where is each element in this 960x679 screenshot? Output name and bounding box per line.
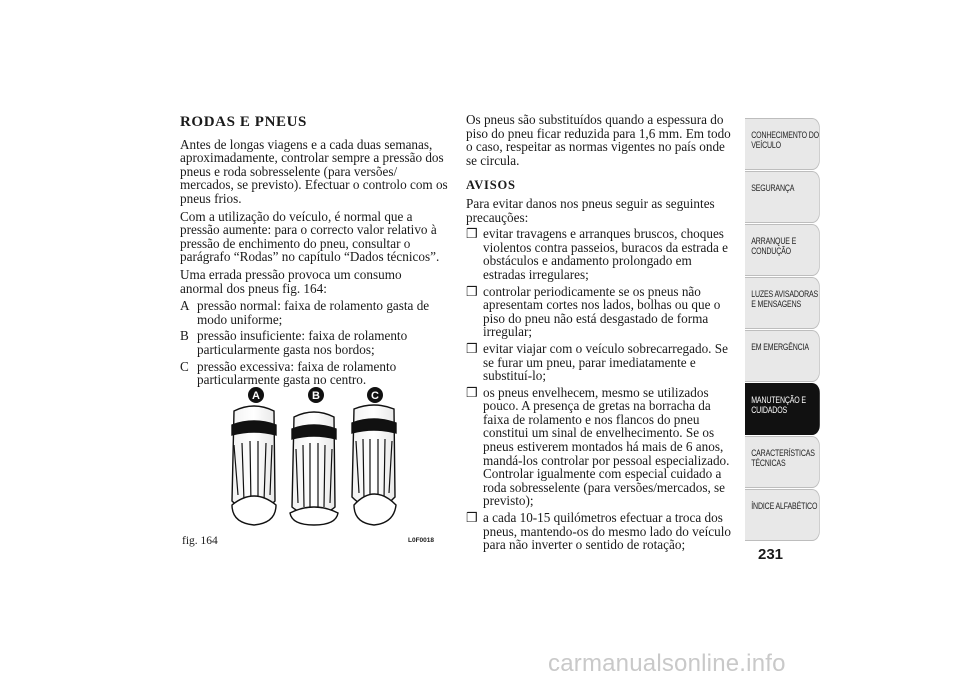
tab-seguranca[interactable]: SEGURANÇA [745,171,820,223]
tire-illustration [182,383,446,543]
figure-label-c: C [371,390,379,402]
tab-caracteristicas[interactable]: CARACTERÍSTICAS TÉCNICAS [745,436,820,488]
tab-conhecimento[interactable]: CONHECIMENTO DO VEÍCULO [745,118,820,170]
figure-code: L0F0018 [408,537,435,544]
checkbox-bullet-icon: ❒ [466,226,478,242]
list-item [466,386,732,508]
list-text: controlar periodicamente se os pneus não apresentam cortes nos lados, bolhas ou que o piso do pneu não está desgastado de forma irregular; [483,283,721,340]
list-item [466,227,732,281]
tab-luzes[interactable]: LUZES AVISADORAS E MENSAGENS [745,277,820,329]
list-text: os pneus envelhecem, mesmo se utilizados pouco. A presença de gretas na borracha da faixa de rolamento e nos flancos do pneu constitui um sinal de envelhecimento. Se os pneus estiverem montados há mais de 6 anos, mandá-los controlar por pessoal especializado. Controlar igualmente com especial cuidado a roda sobresselente (para versões/mercados, se previsto); [483,384,730,509]
figure-caption: fig. 164 [182,535,218,547]
list-text: pressão excessiva: faixa de rolamento particularmente gasta no centro. [197,358,397,388]
list-text: evitar viajar com o veículo sobrecarregado. Se se furar um pneu, parar imediatamente e substituí-lo; [483,340,728,384]
list-item [466,511,732,552]
tab-emergencia[interactable]: EM EMERGÊNCIA [745,330,820,382]
section-title: RODAS E PNEUS [180,114,307,130]
list-key: B [180,328,189,344]
list-text: evitar travagens e arranques bruscos, choques violentos contra passeios, buracos da estrada e obstáculos e andamento prolongado em estradas irregulares; [483,226,728,282]
tab-manutencao[interactable]: MANUTENÇÃO E CUIDADOS [745,383,820,435]
tab-indice[interactable]: ÍNDICE ALFABÉTICO [745,489,820,541]
list-text: pressão normal: faixa de rolamento gasta de modo uniforme; [197,298,430,327]
checkbox-bullet-icon: ❒ [466,283,478,299]
list-text: pressão insuficiente: faixa de rolamento particularmente gasta nos bordos; [197,328,408,357]
checkbox-bullet-icon: ❒ [466,340,478,356]
paragraph: Para evitar danos nos pneus seguir as seguintes precauções: [466,195,715,225]
list-item-b [180,329,448,356]
watermark: carmanualsonline.info [548,650,786,677]
figure-badges [248,387,383,403]
list-key: A [180,298,190,314]
list-key: C [180,358,189,374]
checkbox-bullet-icon: ❒ [466,510,478,526]
tab-arranque[interactable]: ARRANQUE E CONDUÇÃO [745,224,820,276]
tire-a [232,406,276,525]
list-item [466,342,732,383]
figure-label-a: A [252,390,260,402]
page-number: 231 [758,546,784,563]
left-column [180,116,448,390]
paragraph: Uma errada pressão provoca um consumo anormal dos pneus fig. 164: [180,266,402,296]
checkbox-bullet-icon: ❒ [466,384,478,400]
tire-c [352,405,396,525]
right-column [466,113,732,555]
paragraph: Com a utilização do veículo, é normal que a pressão aumente: para o correcto valor relativo à pressão de enchimento do pneu, consultar o parágrafo “Rodas” no capítulo “Dados técnicos”. [180,208,440,265]
list-item-a [180,299,448,326]
chapter-tabs [745,118,820,542]
list-item [466,285,732,339]
tire-wear-figure [182,383,446,547]
figure-label-b: B [312,390,320,402]
tire-b [290,412,338,525]
list-text: a cada 10-15 quilómetros efectuar a troca dos pneus, mantendo-os do mesmo lado do veículo para não inverter o sentido de rotação; [483,510,731,553]
paragraph: Os pneus são substituídos quando a espessura do piso do pneu ficar reduzida para 1,6 mm. Em todo o caso, respeitar as normas vigentes no país onde se circula. [466,112,731,168]
warnings-heading: AVISOS [466,178,516,193]
paragraph: Antes de longas viagens e a cada duas semanas, aproximadamente, controlar sempre a pressão dos pneus e roda sobresselente (para versões/ mercados, se previsto). Efectuar o controlo com os pneus frios. [180,136,448,206]
